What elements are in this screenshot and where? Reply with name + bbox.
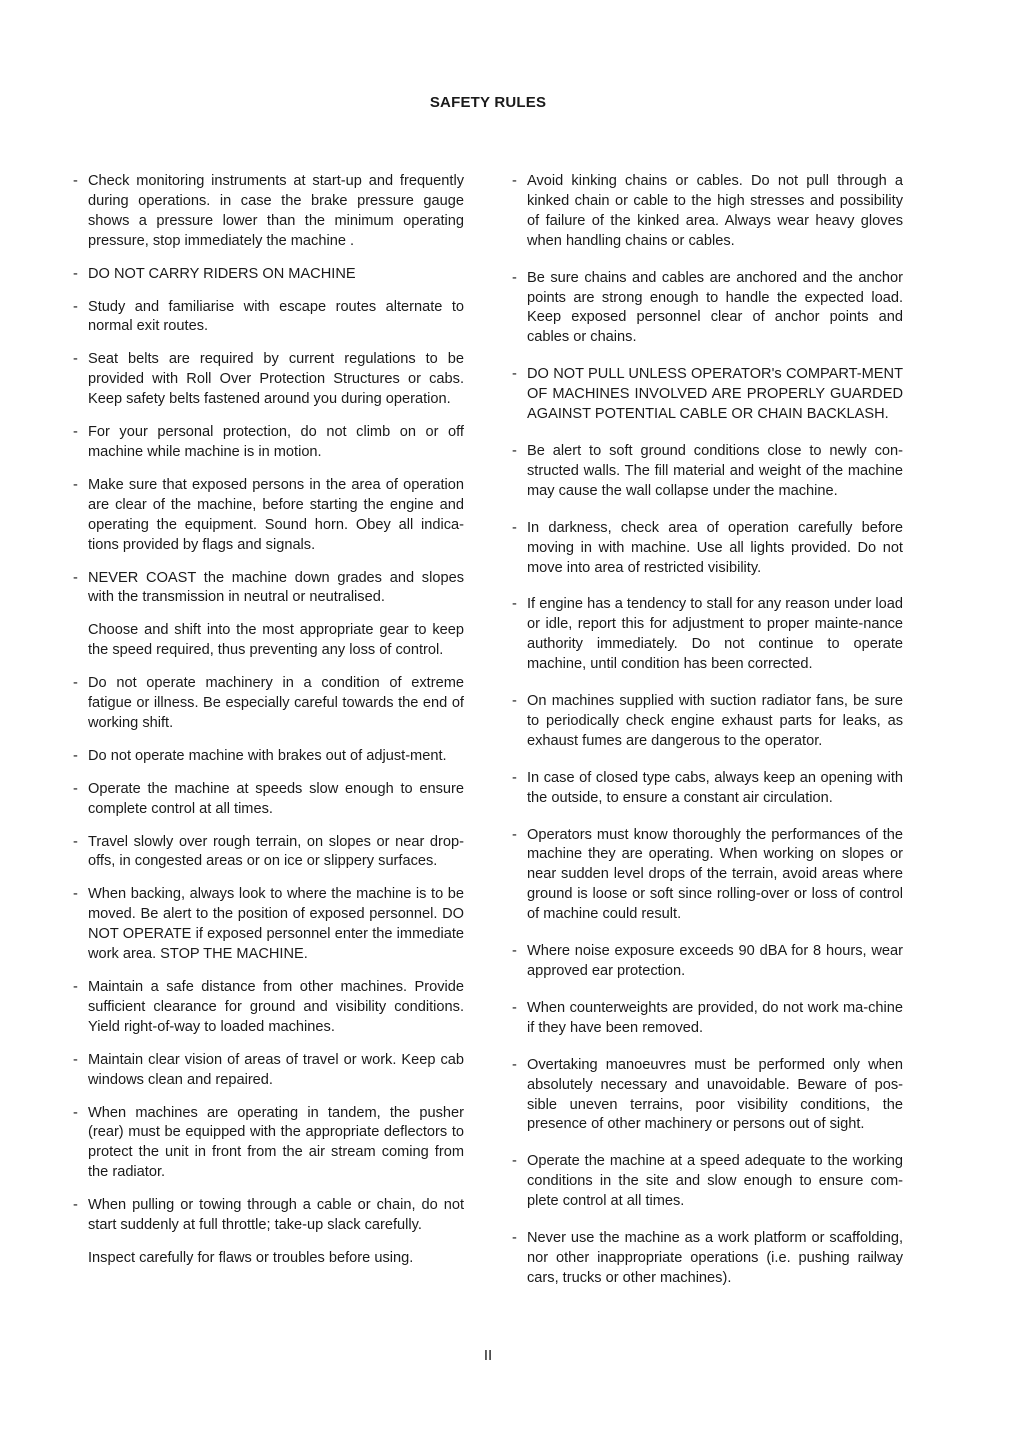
rule-item [512,1056,903,1136]
rule-text: Maintain a safe distance from other machines. Provide sufficient clearance for ground and visibility conditions. Yield right-of-way to loaded machines. [88,979,464,1035]
bullet-dash: - [512,769,517,786]
rule-text: Choose and shift into the most appropriate gear to keep the speed required, thus preventing any loss of control. [88,622,464,659]
rule-text: In darkness, check area of operation carefully before moving in with machine. Use all lights provided. Do not move into area of restricted visibility. [527,519,903,576]
rule-item [73,476,464,556]
rule-item [512,1152,903,1212]
rule-item [512,172,903,252]
bullet-dash: - [73,886,78,903]
rule-text: Overtaking manoeuvres must be performed only when absolutely necessary and unavoidable. Beware of pos-sible uneven terrains, poor visibility conditions, the presence of other machinery or persons out of sight. [527,1056,903,1133]
rule-item [512,942,903,982]
bullet-dash: - [512,1153,517,1170]
bullet-dash: - [73,833,78,850]
rule-item [512,442,903,502]
bullet-dash: - [512,693,517,710]
bullet-dash: - [512,519,517,536]
rule-item [73,747,464,767]
bullet-dash: - [73,351,78,368]
bullet-dash: - [73,265,78,282]
rule-text: When pulling or towing through a cable or chain, do not start suddenly at full throttle; take-up slack carefully. [88,1197,464,1234]
rule-item [512,769,903,809]
page-number: II [483,1347,493,1364]
bullet-dash: - [73,1104,78,1121]
bullet-dash: - [73,298,78,315]
bullet-dash: - [512,366,517,383]
bullet-dash: - [512,826,517,843]
rule-item [73,298,464,338]
rule-item [512,365,903,425]
bullet-dash: - [73,1051,78,1068]
rule-continuation [88,1249,464,1269]
rule-text: Avoid kinking chains or cables. Do not pull through a kinked chain or cable to the high stresses and possibility of failure of the kinked area. Always wear heavy gloves when handling chains or cables. [527,173,903,249]
rule-item [73,569,464,609]
rule-item [73,1051,464,1091]
bullet-dash: - [512,1056,517,1073]
bullet-dash: - [73,979,78,995]
rule-item [73,423,464,463]
rule-item [73,978,464,1038]
rule-continuation [88,621,464,661]
rule-item [512,1229,903,1289]
rule-text: Inspect carefully for flaws or troubles before using. [88,1249,414,1266]
bullet-dash: - [73,780,78,797]
bullet-dash: - [512,999,517,1016]
bullet-dash: - [512,173,517,189]
rule-item [512,269,903,349]
rule-text: NEVER COAST the machine down grades and slopes with the transmission in neutral or neutralised. [88,569,464,606]
rule-text: Do not operate machinery in a condition of extreme fatigue or illness. Be especially careful towards the end of working shift. [88,675,464,731]
rule-text: Operate the machine at speeds slow enough to ensure complete control at all times. [88,780,464,817]
bullet-dash: - [73,476,78,493]
bullet-dash: - [73,424,78,441]
rule-text: DO NOT CARRY RIDERS ON MACHINE [88,265,356,282]
bullet-dash: - [512,1230,517,1247]
rule-item [512,519,903,579]
rule-item [512,826,903,926]
rule-text: Seat belts are required by current regulations to be provided with Roll Over Protection Structures or cabs. Keep safety belts fastened around you during operation. [88,351,464,408]
bullet-dash: - [73,173,78,189]
page-title: SAFETY RULES [429,94,547,111]
rule-text: DO NOT PULL UNLESS OPERATOR's COMPART-MENT OF MACHINES INVOLVED ARE PROPERLY GUARDED AGAINST POTENTIAL CABLE OR CHAIN BACKLASH. [527,366,903,423]
rule-text: In case of closed type cabs, always keep an opening with the outside, to ensure a constant air circulation. [527,769,903,806]
rule-text: Do not operate machine with brakes out of adjust-ment. [88,747,447,764]
bullet-dash: - [73,569,78,586]
rule-text: Never use the machine as a work platform or scaffolding, nor other inappropriate operations (i.e. pushing railway cars, trucks or other machines). [527,1230,903,1286]
rule-text: On machines supplied with suction radiator fans, be sure to periodically check engine exhaust parts for leaks, as exhaust fumes are dangerous to the operator. [527,693,903,749]
rule-item [73,885,464,965]
rule-text: Operators must know thoroughly the performances of the machine they are operating. When working on slopes or near sudden level drops of the terrain, avoid areas where ground is loose or soft since rolling-over or loss of control of machine could result. [527,826,903,923]
rule-text: When machines are operating in tandem, the pusher (rear) must be equipped with the appropriate deflectors to protect the unit in front from the air stream coming from the radiator. [88,1104,464,1181]
bullet-dash: - [512,596,517,613]
rule-item [73,1104,464,1184]
rule-item [73,780,464,820]
rule-item [73,833,464,873]
rule-item [73,674,464,734]
rule-text: Operate the machine at a speed adequate to the working conditions in the site and slow enough to ensure com-plete control at all times. [527,1153,903,1210]
rule-text: Be sure chains and cables are anchored and the anchor points are strong enough to handle the expected load. Keep exposed personnel clear of anchor points and cables or chains. [527,269,903,346]
bullet-dash: - [73,675,78,692]
bullet-dash: - [73,747,78,764]
rule-item [73,1196,464,1236]
rule-item [512,999,903,1039]
rule-item [512,595,903,675]
rule-text: Travel slowly over rough terrain, on slopes or near drop-offs, in congested areas or on ice or slippery surfaces. [88,833,464,870]
rule-text: Study and familiarise with escape routes alternate to normal exit routes. [88,298,464,335]
bullet-dash: - [512,442,517,459]
rule-item [73,172,464,252]
bullet-dash: - [512,943,517,960]
rule-text: For your personal protection, do not climb on or off machine while machine is in motion. [88,424,464,460]
left-column [73,172,464,1282]
rule-text: Maintain clear vision of areas of travel or work. Keep cab windows clean and repaired. [88,1051,464,1088]
rule-text: Where noise exposure exceeds 90 dBA for 8 hours, wear approved ear protection. [527,943,903,979]
rule-text: Check monitoring instruments at start-up and frequently during operations. in case the brake pressure gauge shows a pressure lower than the minimum operating pressure, stop immediately the machine . [88,173,464,249]
rule-text: Make sure that exposed persons in the area of operation are clear of the machine, before starting the engine and operating the equipment. Sound horn. Obey all indica-tions provided by flags and signals. [88,476,464,553]
bullet-dash: - [512,269,517,286]
rule-text: When backing, always look to where the machine is to be moved. Be alert to the position of exposed personnel. DO NOT OPERATE if exposed personnel enter the immediate work area. STOP THE MACHINE. [88,886,464,963]
rule-item [73,350,464,410]
right-column [512,172,903,1306]
bullet-dash: - [73,1197,78,1214]
rule-item [73,265,464,285]
rule-item [512,692,903,752]
rule-text: If engine has a tendency to stall for any reason under load or idle, report this for adjustment to proper mainte-nance authority immediately. Do not continue to operate machine, until condition has been corrected. [527,596,903,673]
rule-text: Be alert to soft ground conditions close to newly con-structed walls. The fill material and weight of the machine may cause the wall collapse under the machine. [527,442,903,499]
rule-text: When counterweights are provided, do not work ma-chine if they have been removed. [527,999,903,1036]
